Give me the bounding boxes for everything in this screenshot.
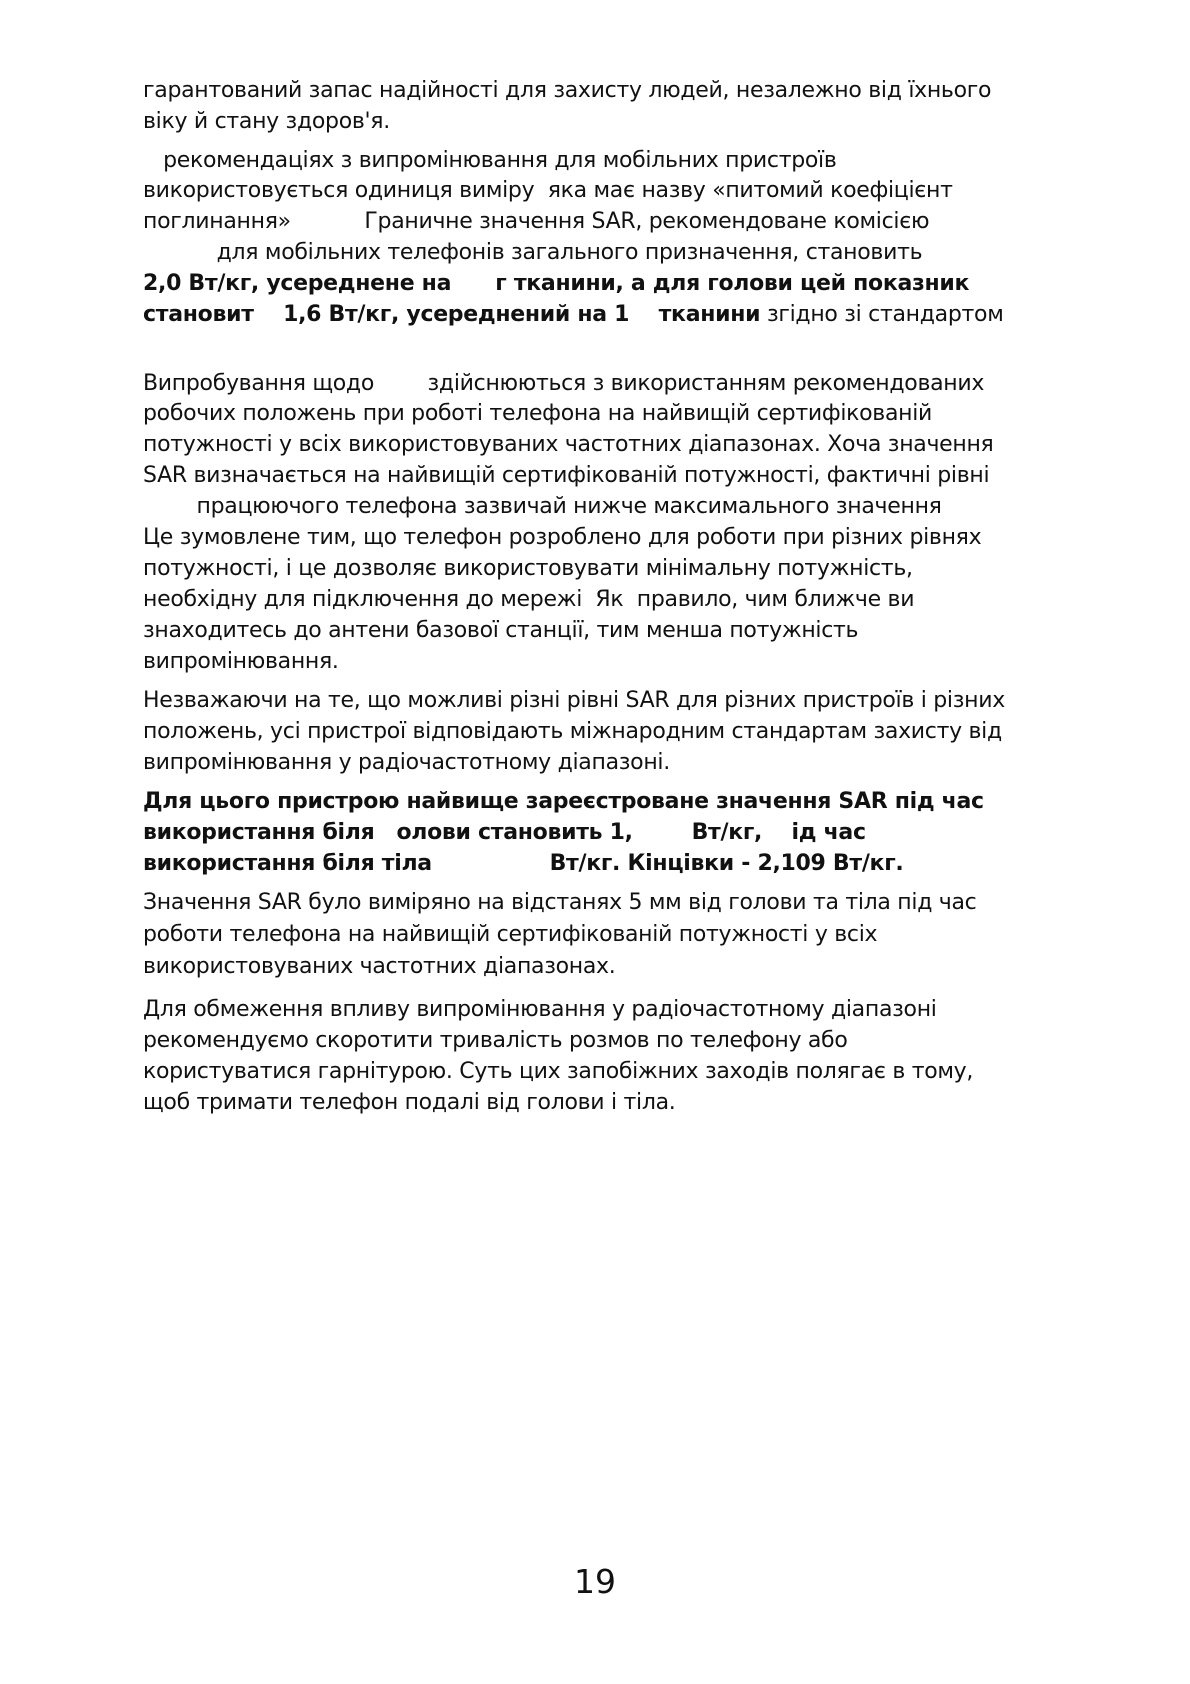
text-line: потужності у всіх використовуваних частотних діапазонах. Хоча значення (143, 432, 994, 457)
text-line: необхідну для підключення до мережі Як правило, чим ближче ви (143, 587, 915, 612)
text-line-bold: Для цього пристрою найвище зареєстроване значення SAR під час (143, 789, 984, 814)
text-line: положень, усі пристрої відповідають міжнародним стандартам захисту від (143, 719, 1002, 744)
text-line: рекомендуємо скоротити тривалість розмов по телефону або (143, 1028, 848, 1053)
page-number: 19 (574, 1562, 616, 1601)
text-line: користуватися гарнітурою. Суть цих запобіжних заходів полягає в тому, (143, 1059, 974, 1084)
text-line: випромінювання у радіочастотному діапазоні. (143, 750, 670, 775)
regular-fragment: згідно зі стандартом (760, 302, 1004, 327)
text-line-bold: використання біля олови становить 1, Вт/кг, ід час (143, 820, 866, 845)
text-line: віку й стану здоров'я. (143, 109, 390, 134)
text-line: Це зумовлене тим, що телефон розроблено для роботи при різних рівнях (143, 525, 982, 550)
text-line: рекомендаціях з випромінювання для мобільних пристроїв (143, 148, 837, 173)
text-line: щоб тримати телефон подалі від голови і тіла. (143, 1090, 676, 1115)
text-line: знаходитесь до антени базової станції, тим менша потужність (143, 618, 859, 643)
text-line: роботи телефона на найвищій сертифікованій потужності у всіх (143, 922, 878, 947)
text-line-mixed (143, 300, 1004, 330)
text-line: поглинання» Граничне значення SAR, рекомендоване комісією (143, 209, 930, 234)
text-line: робочих положень при роботі телефона на найвищій сертифікованій (143, 401, 933, 426)
text-line: працюючого телефона зазвичай нижче максимального значення (143, 494, 942, 519)
text-line: SAR визначається на найвищій сертифікованій потужності, фактичні рівні (143, 463, 990, 488)
text-line: Незважаючи на те, що можливі різні рівні SAR для різних пристроїв і різних (143, 688, 1005, 713)
text-line: Значення SAR було виміряно на відстанях 5 мм від голови та тіла під час (143, 890, 977, 915)
text-line: Випробування щодо здійснюються з використанням рекомендованих (143, 371, 985, 396)
text-line: Для обмеження впливу випромінювання у радіочастотному діапазоні (143, 997, 937, 1022)
text-line: для мобільних телефонів загального призначення, становить (143, 240, 923, 265)
text-line: гарантований запас надійності для захисту людей, незалежно від їхнього (143, 78, 992, 103)
bold-fragment: становит 1,6 Вт/кг, усереднений на 1 тканини (143, 302, 761, 327)
text-line-bold: використання біля тіла Вт/кг. Кінцівки - 2,109 Вт/кг. (143, 851, 904, 876)
text-line: потужності, і це дозволяє використовувати мінімальну потужність, (143, 556, 913, 581)
text-line: використовуваних частотних діапазонах. (143, 954, 616, 979)
text-line-bold: 2,0 Вт/кг, усереднене на г тканини, а для голови цей показник (143, 271, 970, 296)
text-line: випромінювання. (143, 649, 339, 674)
text-line: використовується одиниця виміру яка має назву «питомий коефіцієнт (143, 178, 953, 203)
